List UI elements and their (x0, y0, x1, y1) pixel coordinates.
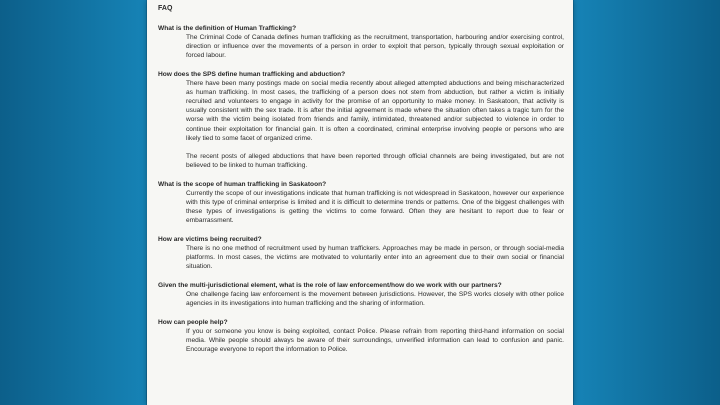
faq-question: What is the scope of human trafficking in Saskatoon? (158, 180, 327, 188)
faq-section (158, 180, 564, 225)
faq-section (158, 24, 564, 60)
faq-section (158, 281, 564, 308)
faq-answer: One challenge facing law enforcement is the movement between jurisdictions. However, the SPS works closely with other police agencies in its investigations into human trafficking and the sharing of information. (186, 291, 564, 308)
faq-answer: Currently the scope of our investigations indicate that human trafficking is not widespread in Saskatoon, however our experience with this type of criminal enterprise is limited and it is difficult to determine trends or patterns. One of the biggest challenges with these types of investigations is getting the victims to come forward. Often they are hesitant to report due to fear or embarrassment. (186, 189, 564, 224)
faq-question: Given the multi-jurisdictional element, what is the role of law enforcement/how do we work with our partners? (158, 282, 502, 290)
faq-section (158, 318, 564, 354)
faq-heading: FAQ (158, 5, 173, 12)
faq-answer: There have been many postings made on social media recently about alleged attempted abductions and being mischaracterized as human trafficking. In most cases, the trafficking of a person does not stem from abduction, but rather a victim is initially recruited and volunteers to engage in activity for the promise of an opportunity to make money. In Saskatoon, that activity is usually consistent with the sex trade. It is after the initial agreement is made where the situation often takes a tragic turn for the worse with the victim being isolated from friends and family, intimidated, threatened and/or subjected to violence in order to continue their exploitation for financial gain. It is often a coordinated, criminal enterprise involving people or persons who are likely tied to some facet of organized crime. (186, 80, 564, 142)
faq-section (158, 70, 564, 169)
faq-answer: There is no one method of recruitment used by human traffickers. Approaches may be made in person, or through social-media platforms. In most cases, the victims are motivated to voluntarily enter into an agreement due to their own social or financial situation. (186, 244, 564, 271)
background-left-panel (0, 0, 146, 405)
background-right-panel (574, 0, 720, 405)
faq-question: How can people help? (158, 319, 228, 327)
faq-section (158, 235, 564, 271)
faq-document-body (147, 0, 573, 354)
faq-document-page (147, 0, 573, 405)
faq-question: How are victims being recruited? (158, 235, 262, 243)
faq-question: How does the SPS define human trafficking and abduction? (158, 71, 346, 79)
faq-answer: If you or someone you know is being exploited, contact Police. Please refrain from reporting third-hand information on social media. While people should always be aware of their surroundings, unverified information can lead to confusion and panic. Encourage everyone to report the information to Police. (186, 328, 564, 354)
faq-question: What is the definition of Human Trafficking? (158, 25, 297, 33)
faq-answer: The Criminal Code of Canada defines human trafficking as the recruitment, transportation, harbouring and/or exercising control, direction or influence over the movements of a person in order to exploit that person, typically through sexual exploitation or forced labour. (186, 34, 564, 60)
faq-answer: The recent posts of alleged abductions that have been reported through official channels are being investigated, but are not believed to be linked to human trafficking. (186, 152, 564, 169)
